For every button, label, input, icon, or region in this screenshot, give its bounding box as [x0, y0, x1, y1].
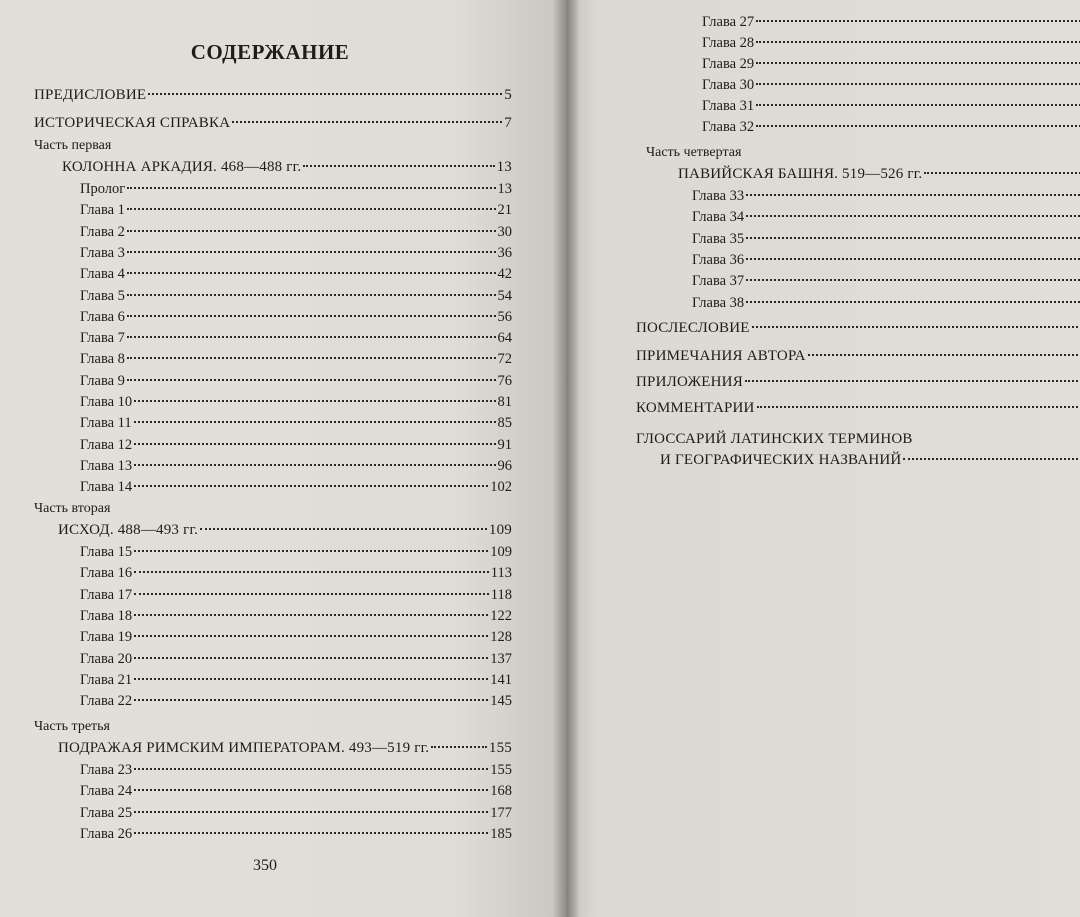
toc-entry-label: Глава 17 [80, 586, 133, 603]
book-gutter [552, 0, 580, 917]
toc-entry-page: 81 [497, 394, 512, 410]
toc-chapter-entry [80, 328, 512, 348]
toc-entry-page: 54 [497, 287, 512, 304]
toc-entry-page: 42 [497, 266, 512, 283]
dot-leader [134, 788, 488, 791]
dot-leader [127, 271, 496, 274]
toc-chapter-entry [80, 286, 512, 306]
toc-section-entry [62, 157, 512, 177]
toc-entry-historical-note [34, 113, 512, 133]
toc-entry-page: 36 [497, 244, 512, 261]
toc-entry-label: Глава 11 [80, 415, 132, 432]
dot-leader [134, 656, 488, 659]
dot-leader [134, 767, 488, 770]
toc-entry-label: ПОСЛЕСЛОВИЕ [636, 320, 750, 336]
dot-leader [134, 549, 488, 552]
dot-leader [134, 399, 495, 402]
toc-entry-label: ГЛОССАРИЙ ЛАТИНСКИХ ТЕРМИНОВ [636, 431, 913, 447]
toc-entry-label: ПРЕДИСЛОВИЕ [34, 87, 147, 103]
toc-entry-page: 56 [497, 308, 512, 325]
toc-entry-page: 21 [497, 202, 512, 219]
dot-leader [746, 193, 1080, 196]
toc-entry-label: КОЛОННА АРКАДИЯ. 468—488 гг. [62, 159, 302, 175]
dot-leader [134, 634, 488, 637]
toc-chapter-entry [80, 803, 512, 823]
toc-entry-label: И ГЕОГРАФИЧЕСКИХ НАЗВАНИЙ [660, 452, 902, 468]
toc-chapter-entry [80, 243, 512, 263]
dot-leader [127, 335, 496, 338]
right-page [566, 0, 1080, 917]
toc-entry-label: Глава 26 [80, 825, 133, 842]
toc-entry-page: 96 [497, 457, 512, 474]
toc-chapter-entry [80, 349, 512, 369]
toc-entry-page: 122 [490, 607, 512, 624]
toc-chapter-entry [702, 117, 1080, 137]
toc-chapter-entry [80, 606, 512, 626]
toc-entry-label: ИСТОРИЧЕСКАЯ СПРАВКА [34, 115, 231, 131]
dot-leader [134, 570, 489, 573]
toc-entry-label: Глава 18 [80, 607, 133, 624]
toc-entry-label: Глава 21 [80, 671, 133, 688]
dot-leader [134, 592, 489, 595]
dot-leader [746, 278, 1080, 281]
toc-backmatter-entry [636, 372, 1080, 392]
toc-backmatter-entry [636, 398, 1080, 418]
toc-entry-page: 137 [490, 650, 512, 667]
toc-entry-label: Глава 35 [692, 230, 745, 247]
toc-entry-page: 85 [497, 415, 512, 432]
toc-entry-label: Глава 7 [80, 330, 125, 347]
dot-leader [134, 442, 495, 445]
dot-leader [127, 186, 495, 189]
toc-entry-label: Глава 19 [80, 629, 133, 646]
dot-leader [756, 103, 1080, 106]
toc-entry-page: 30 [497, 223, 512, 240]
toc-entry-label: КОММЕНТАРИИ [636, 400, 755, 416]
toc-entry-label: Глава 24 [80, 783, 133, 800]
dot-leader [756, 124, 1080, 127]
dot-leader [756, 82, 1080, 85]
dot-leader [134, 484, 488, 487]
toc-chapter-entry [702, 75, 1080, 95]
toc-entry-glossary-line2 [660, 450, 1080, 470]
dot-leader [134, 677, 488, 680]
toc-chapter-entry [80, 585, 512, 605]
part-heading: Часть третья [34, 719, 110, 734]
toc-chapter-entry [80, 392, 512, 412]
toc-entry-label: Глава 36 [692, 251, 745, 268]
toc-backmatter-entry [636, 318, 1080, 338]
toc-chapter-entry [80, 222, 512, 242]
part-heading: Часть четвертая [646, 145, 742, 160]
toc-chapter-entry [692, 293, 1080, 313]
toc-chapter-entry [692, 271, 1080, 291]
toc-entry-page: 13 [496, 159, 512, 175]
toc-entry-page: 7 [504, 115, 512, 131]
toc-entry-label: Глава 10 [80, 394, 133, 410]
toc-entry-label: Глава 15 [80, 544, 133, 560]
toc-entry-page: 109 [490, 544, 512, 560]
toc-chapter-entry [692, 250, 1080, 270]
dot-leader [134, 420, 496, 423]
toc-entry-label: Глава 27 [702, 14, 755, 30]
toc-entry-page: 155 [490, 762, 512, 778]
toc-chapter-entry [80, 563, 512, 583]
toc-entry-label: ПРИМЕЧАНИЯ АВТОРА [636, 348, 806, 364]
toc-chapter-entry [692, 207, 1080, 227]
dot-leader [756, 61, 1080, 64]
dot-leader [756, 40, 1080, 43]
dot-leader [431, 745, 487, 748]
toc-entry-label: Глава 6 [80, 308, 125, 325]
toc-entry-page: 91 [497, 436, 512, 453]
dot-leader [127, 207, 496, 210]
toc-chapter-entry [80, 200, 512, 220]
toc-entry-page: 168 [490, 783, 512, 800]
toc-entry-label: Глава 31 [702, 98, 755, 114]
toc-entry-label: Глава 30 [702, 77, 755, 93]
dot-leader [757, 405, 1080, 408]
part-heading: Часть первая [34, 138, 112, 153]
toc-entry-page: 76 [497, 372, 512, 389]
toc-chapter-entry [80, 649, 512, 669]
toc-entry-label: Глава 33 [692, 188, 745, 204]
toc-entry-label: ИСХОД. 488—493 гг. [58, 522, 199, 538]
toc-backmatter-entry [636, 346, 1080, 366]
toc-entry-label: Глава 14 [80, 479, 133, 496]
toc-entry-label: Пролог [80, 181, 126, 197]
toc-chapter-entry [80, 477, 512, 497]
toc-chapter-entry [80, 760, 512, 780]
dot-leader [127, 356, 496, 359]
toc-entry-label: Глава 13 [80, 457, 133, 474]
toc-entry-page: 185 [490, 825, 512, 842]
toc-chapter-entry [702, 54, 1080, 74]
dot-leader [746, 300, 1080, 303]
toc-entry-label: Глава 37 [692, 273, 745, 290]
dot-leader [924, 171, 1080, 174]
toc-entry-label: Глава 5 [80, 287, 125, 304]
toc-entry-page: 177 [490, 804, 512, 821]
part-heading: Часть вторая [34, 501, 111, 516]
toc-entry-label: Глава 23 [80, 762, 133, 778]
dot-leader [134, 810, 488, 813]
toc-chapter-entry [80, 435, 512, 455]
toc-section-entry [58, 738, 512, 758]
toc-entry-label: Глава 28 [702, 35, 755, 51]
toc-chapter-entry [702, 12, 1080, 32]
toc-entry-preface [34, 85, 512, 105]
toc-chapter-entry [702, 96, 1080, 116]
toc-entry-label: Глава 8 [80, 351, 125, 368]
toc-chapter-entry [692, 186, 1080, 206]
toc-title: СОДЕРЖАНИЕ [190, 40, 350, 64]
toc-chapter-entry [80, 670, 512, 690]
dot-leader [746, 214, 1080, 217]
toc-chapter-entry [80, 691, 512, 711]
toc-chapter-entry [702, 33, 1080, 53]
toc-chapter-entry [80, 542, 512, 562]
dot-leader [134, 698, 488, 701]
toc-chapter-entry [80, 371, 512, 391]
toc-entry-label: Глава 25 [80, 804, 133, 821]
toc-entry-page: 118 [490, 586, 512, 603]
toc-chapter-entry [692, 229, 1080, 249]
dot-leader [232, 120, 502, 123]
toc-entry-label: Глава 16 [80, 565, 133, 582]
toc-entry-label: Глава 1 [80, 202, 125, 219]
toc-entry-label: ПАВИЙСКАЯ БАШНЯ. 519—526 гг. [678, 166, 923, 182]
toc-entry-label: Глава 38 [692, 294, 745, 311]
dot-leader [134, 613, 488, 616]
toc-entry-page: 155 [488, 740, 512, 756]
dot-leader [200, 527, 487, 530]
toc-entry-page: 64 [497, 330, 512, 347]
toc-entry-label: Глава 29 [702, 56, 755, 72]
toc-chapter-entry [80, 413, 512, 433]
toc-entry-label: ПОДРАЖАЯ РИМСКИМ ИМПЕРАТОРАМ. 493—519 гг. [58, 740, 430, 756]
dot-leader [746, 257, 1080, 260]
dot-leader [903, 457, 1080, 460]
toc-section-entry [58, 520, 512, 540]
toc-entry-label: Глава 9 [80, 372, 125, 389]
toc-chapter-entry [80, 456, 512, 476]
toc-chapter-entry [80, 307, 512, 327]
toc-entry-label: Глава 32 [702, 119, 755, 135]
toc-entry-label: Глава 34 [692, 209, 745, 226]
toc-chapter-entry [80, 824, 512, 844]
toc-chapter-entry [80, 627, 512, 647]
toc-chapter-entry [80, 264, 512, 284]
dot-leader [148, 92, 502, 95]
dot-leader [756, 19, 1080, 22]
toc-entry-label: ПРИЛОЖЕНИЯ [636, 374, 743, 390]
toc-entry-page: 141 [490, 671, 512, 688]
dot-leader [127, 314, 496, 317]
toc-entry-page: 72 [497, 351, 512, 368]
dot-leader [134, 831, 488, 834]
toc-entry-glossary-line1 [636, 429, 913, 449]
toc-entry-label: Глава 12 [80, 436, 133, 453]
toc-section-entry [678, 164, 1080, 184]
toc-chapter-entry [80, 179, 512, 199]
toc-entry-page: 145 [490, 693, 512, 710]
toc-entry-label: Глава 2 [80, 223, 125, 240]
dot-leader [127, 229, 496, 232]
dot-leader [127, 293, 496, 296]
dot-leader [808, 353, 1080, 356]
dot-leader [127, 378, 496, 381]
dot-leader [752, 325, 1080, 328]
toc-entry-page: 102 [490, 479, 512, 496]
toc-entry-page: 109 [488, 522, 512, 538]
toc-entry-page: 13 [497, 181, 512, 197]
dot-leader [745, 379, 1080, 382]
toc-entry-label: Глава 4 [80, 266, 125, 283]
toc-entry-page: 128 [490, 629, 512, 646]
dot-leader [127, 250, 496, 253]
dot-leader [134, 463, 495, 466]
toc-entry-label: Глава 22 [80, 693, 133, 710]
page-number: 350 [253, 857, 277, 874]
toc-entry-page: 5 [504, 87, 512, 103]
toc-entry-label: Глава 3 [80, 244, 125, 261]
toc-chapter-entry [80, 781, 512, 801]
toc-entry-label: Глава 20 [80, 650, 133, 667]
dot-leader [746, 236, 1080, 239]
dot-leader [303, 164, 494, 167]
toc-entry-page: 113 [490, 565, 512, 582]
